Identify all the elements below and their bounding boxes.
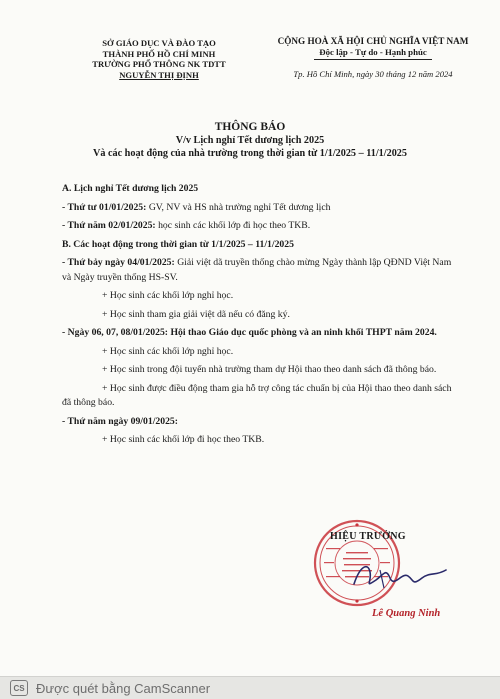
item-text: Hội thao Giáo dục quốc phòng và an ninh khối THPT năm 2024.: [168, 327, 437, 338]
signer-name: Lê Quang Ninh: [372, 608, 441, 619]
issuer-line-1: SỞ GIÁO DỤC VÀ ĐÀO TẠO: [102, 38, 216, 48]
section-a-item-2: [62, 219, 462, 234]
camscanner-logo-icon: CS: [10, 680, 28, 696]
item-text: Giải việt dã truyền thống chào mừng Ngày thành lập QĐND Việt Nam và Ngày truyền thống HS-SV.: [62, 257, 452, 283]
section-b-heading: B. Các hoạt động trong thời gian từ 1/1/2025 – 11/1/2025: [62, 238, 294, 250]
section-b-item-1-sub-1: + Học sinh các khối lớp nghỉ học.: [102, 290, 234, 301]
document-title: THÔNG BÁO: [214, 121, 286, 133]
issuer-line-4: NGUYỄN THỊ ĐỊNH: [119, 69, 199, 80]
section-b-item-1: [62, 256, 462, 285]
title-block: [0, 120, 500, 160]
document-subject-2: Và các hoạt động của nhà trường trong thời gian từ 1/1/2025 – 11/1/2025: [93, 148, 407, 159]
item-label: - Thứ bảy ngày 04/01/2025:: [62, 257, 175, 268]
issuer-line-2: THÀNH PHỐ HỒ CHÍ MINH: [102, 48, 216, 59]
item-text: học sinh các khối lớp đi học theo TKB.: [155, 220, 311, 231]
section-b-item-1-sub-2: + Học sinh tham gia giải việt dã nếu có đăng ký.: [102, 308, 290, 320]
issuer-line-3: TRƯỜNG PHỔ THÔNG NK TDTT: [92, 59, 226, 69]
national-title: CỘNG HOÀ XÃ HỘI CHỦ NGHĨA VIỆT NAM: [277, 36, 469, 46]
handwritten-signature: [350, 558, 450, 594]
item-label: - Ngày 06, 07, 08/01/2025:: [62, 327, 169, 338]
section-a-item-1: [62, 201, 462, 216]
item-label: - Thứ tư 01/01/2025:: [62, 201, 147, 213]
issuer-header: [64, 38, 254, 80]
signer-title: HIỆU TRƯỞNG: [330, 531, 406, 542]
section-b-item-2-sub-3: + Học sinh được điều động tham gia hỗ trợ công tác chuẩn bị của Hội thao theo danh sách đã thông báo.: [62, 382, 452, 408]
section-b-item-2-sub-1: + Học sinh các khối lớp nghỉ học.: [102, 345, 234, 357]
national-motto: Độc lập - Tự do - Hạnh phúc: [319, 47, 427, 57]
section-b-item-2-sub-2: + Học sinh trong đội tuyển nhà trường tham dự Hội thao theo danh sách đã thông báo.: [102, 364, 437, 375]
section-b-item-3: - Thứ năm ngày 09/01/2025:: [62, 415, 178, 427]
section-b-item-2: [62, 326, 462, 341]
motto-underline: [314, 59, 432, 60]
issue-date: Tp. Hồ Chí Minh, ngày 30 tháng 12 năm 2024: [293, 69, 453, 79]
document-body: [62, 182, 462, 452]
section-b-item-3-sub-1: + Học sinh các khối lớp đi học theo TKB.: [102, 434, 265, 445]
document-subject: V/v Lịch nghỉ Tết dương lịch 2025: [175, 135, 325, 146]
section-a-heading: A. Lịch nghỉ Tết dương lịch 2025: [62, 183, 199, 194]
camscanner-text: Được quét bằng CamScanner: [36, 680, 211, 696]
camscanner-footer: [0, 676, 500, 699]
national-header: [262, 36, 484, 79]
item-text: GV, NV và HS nhà trường nghỉ Tết dương lịch: [146, 201, 331, 213]
item-label: - Thứ năm 02/01/2025:: [62, 220, 156, 231]
